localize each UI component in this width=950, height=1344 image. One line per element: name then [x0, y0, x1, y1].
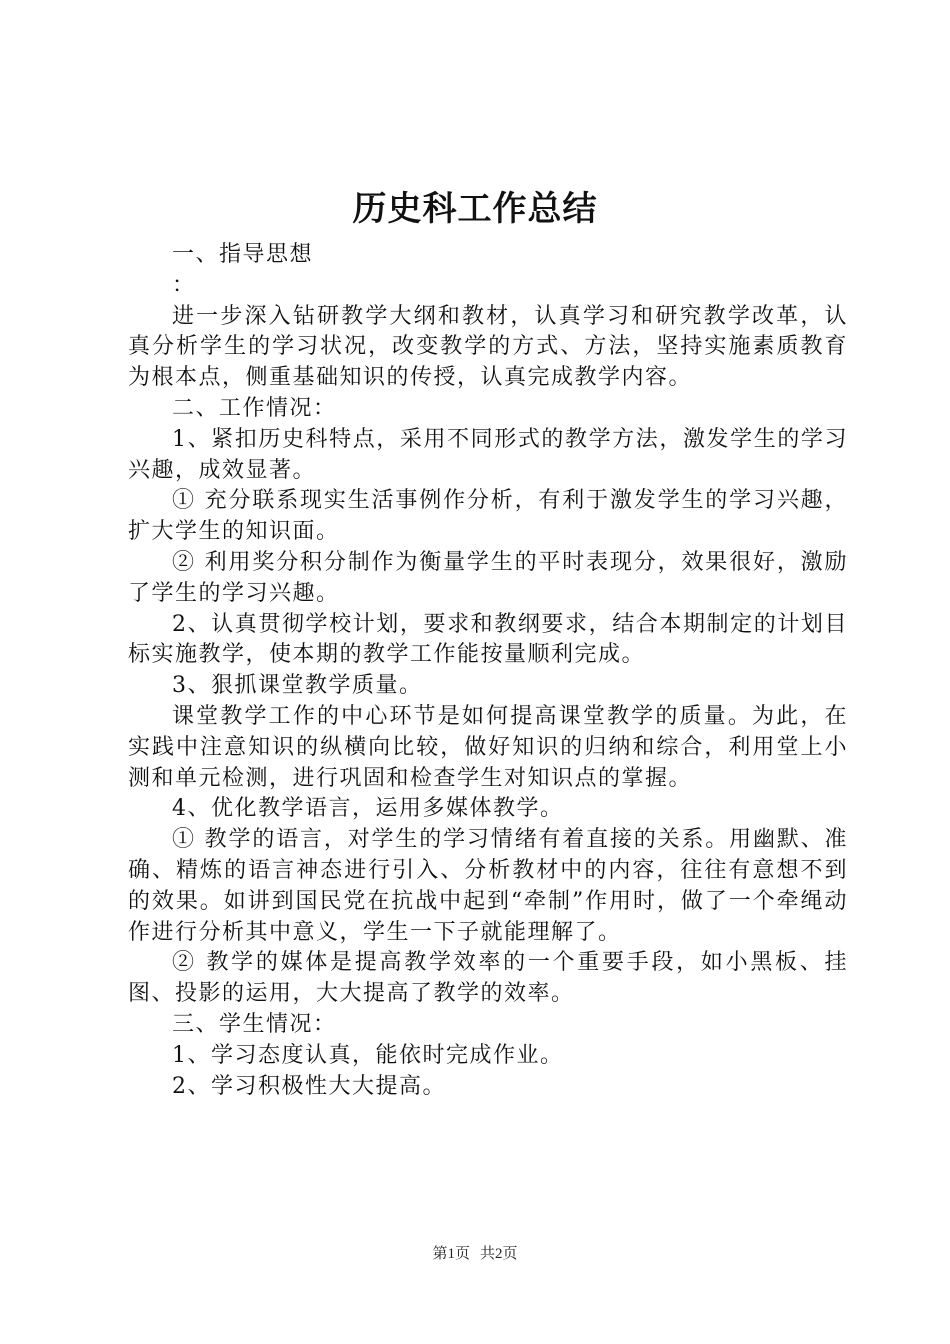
paragraph-item-1-sub-1: ① 充分联系现实生活事例作分析，有利于激发学生的学习兴趣，扩大学生的知识面。 [128, 488, 848, 545]
paragraph-guiding-content: 进一步深入钻研教学大纲和教材，认真学习和研究教学改革，认真分析学生的学习状况，改变教学的方式、方法，坚持实施素质教育为根本点，侧重基础知识的传授，认真完成教学内容。 [128, 303, 848, 391]
page-number-current: 第1页 [432, 1246, 470, 1262]
page-footer [0, 1244, 950, 1264]
section-heading-work-situation: 二、工作情况： [172, 395, 337, 421]
paragraph-item-1: 1、紧扣历史科特点，采用不同形式的教学方法，激发学生的学习兴趣，成效显著。 [128, 426, 848, 483]
page-number-total: 共2页 [480, 1246, 518, 1262]
colon-line: ： [172, 272, 196, 298]
document-title: 历史科工作总结 [352, 189, 598, 229]
paragraph-item-4-sub-1: ① 教学的语言，对学生的学习情绪有着直接的关系。用幽默、准确、精炼的语言神态进行引入、分析教材中的内容，往往有意想不到的效果。如讲到国民党在抗战中起到“牵制”作用时，做了一个牵绳动作进行分析其中意义，学生一下子就能理解了。 [128, 827, 848, 945]
paragraph-student-1: 1、学习态度认真，能依时完成作业。 [172, 1042, 564, 1068]
paragraph-item-3: 3、狠抓课堂教学质量。 [172, 673, 423, 699]
paragraph-item-1-sub-2: ② 利用奖分积分制作为衡量学生的平时表现分，效果很好，激励了学生的学习兴趣。 [128, 549, 848, 606]
section-heading-guiding-thought: 一、指导思想 [172, 242, 314, 267]
paragraph-item-4: 4、优化教学语言，运用多媒体教学。 [172, 796, 564, 822]
document-body [128, 240, 848, 1102]
paragraph-item-3-content: 课堂教学工作的中心环节是如何提高课堂教学的质量。为此，在实践中注意知识的纵横向比较，做好知识的归纳和综合，利用堂上小测和单元检测，进行巩固和检查学生对知识点的掌握。 [128, 703, 848, 791]
section-heading-student-situation: 三、学生情况： [172, 1011, 337, 1037]
paragraph-item-2: 2、认真贯彻学校计划，要求和教纲要求，结合本期制定的计划目标实施教学，使本期的教学工作能按量顺利完成。 [128, 611, 848, 668]
paragraph-item-4-sub-2: ② 教学的媒体是提高教学效率的一个重要手段，如小黑板、挂图、投影的运用，大大提高了教学的效率。 [128, 950, 848, 1007]
paragraph-student-2: 2、学习积极性大大提高。 [172, 1073, 446, 1099]
